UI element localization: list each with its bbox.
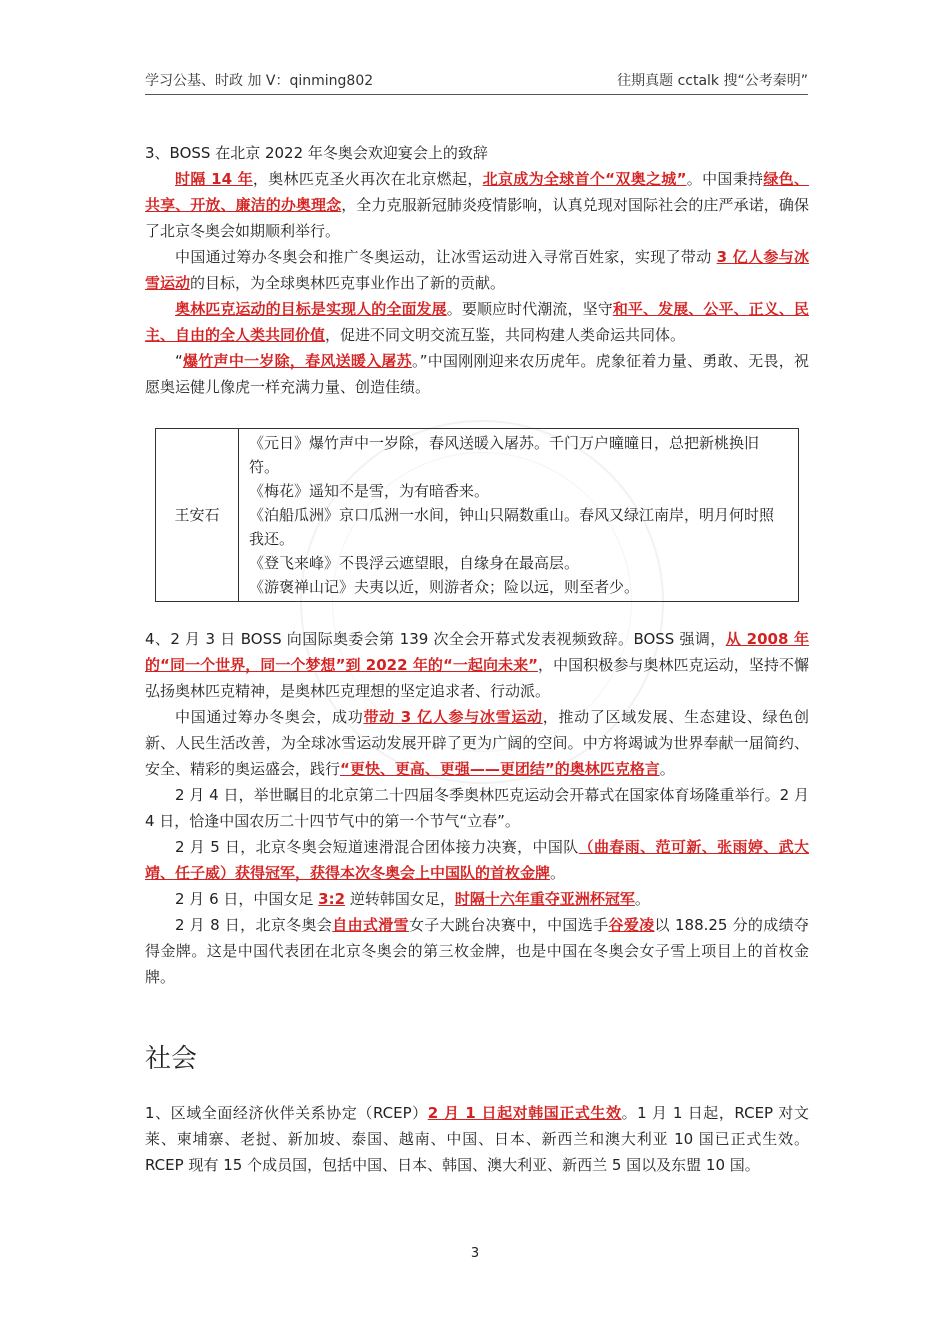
poem-lines (239, 429, 799, 602)
section-4-paragraph-1: 4、2 月 3 日 BOSS 向国际奥委会第 139 次全会开幕式发表视频致辞。BOSS 强调，从 2008 年的“同一个世界，同一个梦想”到 2022 年的“一起向未来”，中国积极参与奥林匹克运动，坚持不懈弘扬奥林匹克精神，是奥林匹克理想的坚定追求者、行动派。 (145, 630, 809, 700)
section-4-paragraph-4: 2 月 5 日，北京冬奥会短道速滑混合团体接力决赛，中国队（曲春雨、范可新、张雨婷、武大靖、任子威）获得冠军，获得本次冬奥会上中国队的首枚金牌。 (145, 838, 809, 882)
section-3-title: 3、BOSS 在北京 2022 年冬奥会欢迎宴会上的致辞 (145, 144, 488, 162)
page-header (145, 66, 808, 95)
poem-line: 《登飞来峰》不畏浮云遮望眼，自缘身在最高层。 (249, 554, 580, 572)
section-4-paragraph-6: 2 月 8 日，北京冬奥会自由式滑雪女子大跳台决赛中，中国选手谷爱凌以 188.25 分的成绩夺得金牌。这是中国代表团在北京冬奥会的第三枚金牌，也是中国在冬奥会女子雪上项目上的首枚金牌。 (145, 916, 809, 986)
section-3-paragraph-2: 中国通过筹办冬奥会和推广冬奥运动，让冰雪运动进入寻常百姓家，实现了带动 3 亿人参与冰雪运动的目标，为全球奥林匹克事业作出了新的贡献。 (145, 248, 809, 292)
poem-line: 《元日》爆竹声中一岁除，春风送暖入屠苏。千门万户曈曈日，总把新桃换旧符。 (249, 434, 760, 476)
section-heading-society: 社会 (145, 1044, 198, 1074)
society-paragraph-1: 1、区域全面经济伙伴关系协定（RCEP）2 月 1 日起对韩国正式生效。1 月 1 日起，RCEP 对文莱、柬埔寨、老挝、新加坡、泰国、越南、中国、日本、新西兰和澳大利亚 10 国已正式生效。RCEP 现有 15 个成员国，包括中国、日本、韩国、澳大利亚、新西兰 5 国以及东盟 10 国。 (145, 1104, 809, 1174)
poem-author: 王安石 (156, 429, 239, 602)
poem-line: 《泊船瓜洲》京口瓜洲一水间，钟山只隔数重山。春风又绿江南岸，明月何时照我还。 (249, 506, 775, 548)
section-3-paragraph-3: 奥林匹克运动的目标是实现人的全面发展。要顺应时代潮流，坚守和平、发展、公平、正义、民主、自由的全人类共同价值，促进不同文明交流互鉴，共同构建人类命运共同体。 (145, 300, 809, 344)
section-4-paragraph-3: 2 月 4 日，举世瞩目的北京第二十四届冬季奥林匹克运动会开幕式在国家体育场隆重举行。2 月 4 日，恰逢中国农历二十四节气中的第一个节气“立春”。 (145, 786, 809, 830)
section-4-paragraph-2: 中国通过筹办冬奥会，成功带动 3 亿人参与冰雪运动，推动了区域发展、生态建设、绿色创新、人民生活改善，为全球冰雪运动发展开辟了更为广阔的空间。中方将竭诚为世界奉献一届简约、安全、精彩的奥运盛会，践行“更快、更高、更强——更团结”的奥林匹克格言。 (145, 708, 809, 778)
page-content (145, 140, 809, 1178)
poem-line: 《游褒禅山记》夫夷以近，则游者众；险以远，则至者少。 (249, 578, 640, 596)
poem-table (155, 428, 799, 602)
section-4-paragraph-5: 2 月 6 日，中国女足 3:2 逆转韩国女足，时隔十六年重夺亚洲杯冠军。 (175, 890, 650, 908)
header-left-text: 学习公基、时政 加 V：qinming802 (145, 73, 374, 89)
section-3-paragraph-4: “爆竹声中一岁除，春风送暖入屠苏。”中国刚刚迎来农历虎年。虎象征着力量、勇敢、无畏，祝愿奥运健儿像虎一样充满力量、创造佳绩。 (145, 352, 809, 396)
section-3-paragraph-1: 时隔 14 年，奥林匹克圣火再次在北京燃起，北京成为全球首个“双奥之城”。中国秉持绿色、共享、开放、廉洁的办奥理念，全力克服新冠肺炎疫情影响，认真兑现对国际社会的庄严承诺，确保了北京冬奥会如期顺利举行。 (145, 170, 809, 240)
page-number: 3 (470, 1246, 480, 1261)
header-right-text: 往期真题 cctalk 搜“公考秦明” (617, 73, 808, 89)
poem-line: 《梅花》遥知不是雪，为有暗香来。 (249, 482, 490, 500)
